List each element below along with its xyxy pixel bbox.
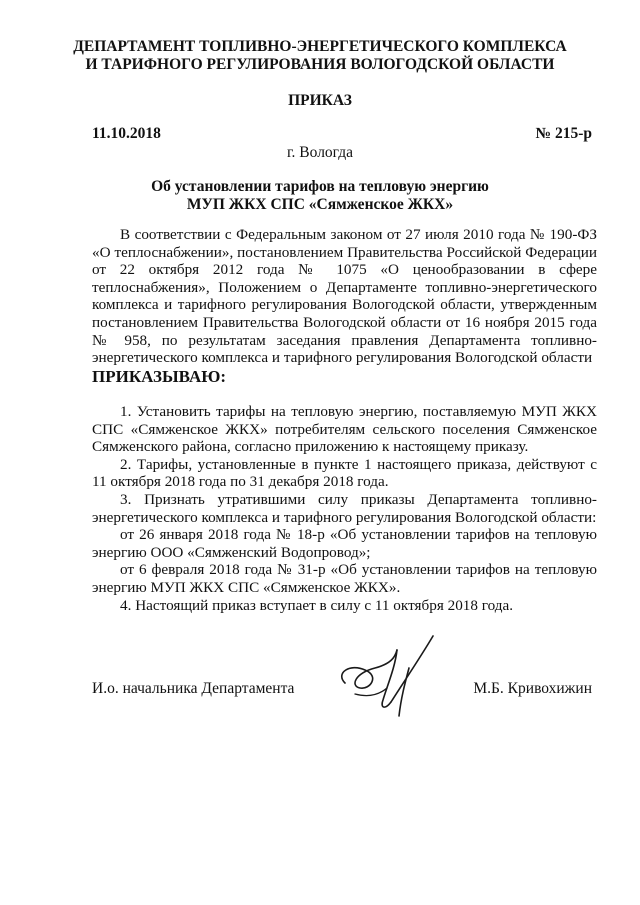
city: г. Вологда <box>286 144 354 161</box>
subject-line-2: МУП ЖКХ СПС «Сямженское ЖКХ» <box>186 196 454 213</box>
handwritten-signature <box>325 628 465 728</box>
preamble-section <box>92 226 597 367</box>
header-line-2: И ТАРИФНОГО РЕГУЛИРОВАНИЯ ВОЛОГОДСКОЙ ОБЛАСТИ <box>85 56 555 73</box>
department-header <box>60 38 580 74</box>
signatory-position: И.о. начальника Департамента <box>92 680 295 697</box>
item-1: 1. Установить тарифы на тепловую энергию, поставляемую МУП ЖКХ СПС «Сямженское ЖКХ» потребителям сельского поселения Сямженское Сямженского района, согласно приложению к настоящему приказу. <box>92 403 597 456</box>
preamble-paragraph: В соответствии с Федеральным законом от 27 июля 2010 года № 190-ФЗ «О теплоснабжении», постановлением Правительства Российской Федерации от 22 октября 2012 года № 1075 «О ценообразовании в сфере теплоснабжения», Положением о Департаменте топливно-энергетического комплекса и тарифного регулирования Вологодской области, утвержденным постановлением Правительства Вологодской области от 16 ноября 2015 года № 958, по результатам заседания правления Департамента топливно-энергетического комплекса и тарифного регулирования Вологодской области <box>92 226 597 367</box>
header-line-1: ДЕПАРТАМЕНТ ТОПЛИВНО-ЭНЕРГЕТИЧЕСКОГО КОМПЛЕКСА <box>73 38 567 55</box>
signatory-name: М.Б. Кривохижин <box>473 680 592 697</box>
document-title: ПРИКАЗ <box>288 92 352 109</box>
subject-line-1: Об установлении тарифов на тепловую энергию <box>151 178 489 195</box>
item-3a: от 26 января 2018 года № 18-р «Об установлении тарифов на тепловую энергию ООО «Сямженский Водопровод»; <box>92 526 597 561</box>
order-date: 11.10.2018 <box>92 125 161 142</box>
item-2: 2. Тарифы, установленные в пункте 1 настоящего приказа, действуют с 11 октября 2018 года по 31 декабря 2018 года. <box>92 455 597 491</box>
order-number: № 215-р <box>535 125 592 142</box>
item-3b: от 6 февраля 2018 года № 31-р «Об установлении тарифов на тепловую энергию МУП ЖКХ СПС «Сямженское ЖКХ». <box>92 561 597 596</box>
order-items <box>92 403 597 614</box>
item-3: 3. Признать утратившими силу приказы Департамента топливно-энергетического комплекса и тарифного регулирования Вологодской области: <box>92 490 597 526</box>
order-word: ПРИКАЗЫВАЮ: <box>92 367 227 386</box>
order-subject <box>80 178 560 214</box>
item-4: 4. Настоящий приказ вступает в силу с 11 октября 2018 года. <box>120 596 514 614</box>
